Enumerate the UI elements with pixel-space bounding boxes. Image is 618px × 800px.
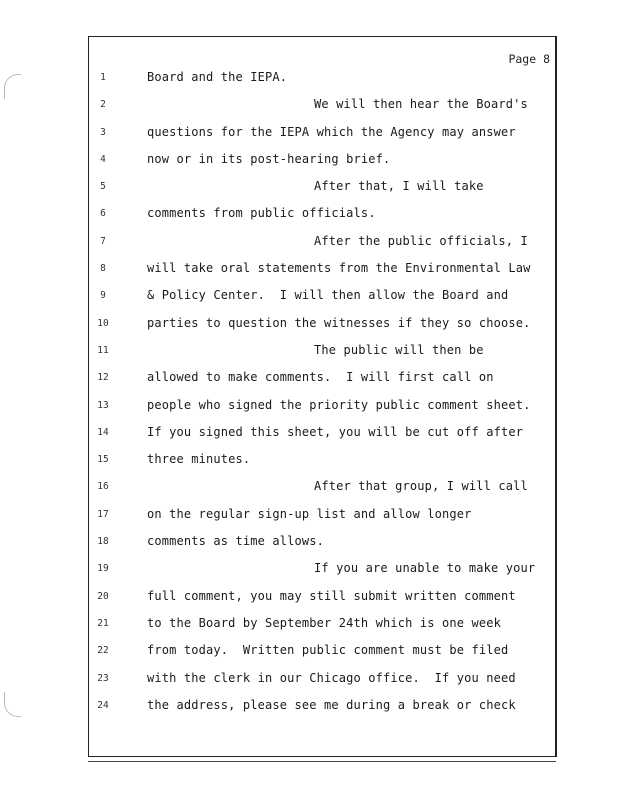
line-text: now or in its post-hearing brief. [147,151,391,166]
transcript-lines [0,68,618,723]
transcript-line [0,314,618,341]
line-text: will take oral statements from the Environmental Law [147,261,531,276]
line-number: 9 [100,290,106,302]
line-text: parties to question the witnesses if they so choose. [147,315,531,330]
line-text: comments from public officials. [147,206,376,221]
transcript-line [0,532,618,559]
line-text: from today. Written public comment must be filed [147,643,509,658]
line-number: 14 [97,426,109,438]
line-number: 13 [97,399,109,411]
line-number: 18 [97,536,109,548]
line-text: full comment, you may still submit written comment [147,588,516,603]
transcript-line [0,641,618,668]
line-text: with the clerk in our Chicago office. If you need [147,670,516,685]
transcript-line [0,423,618,450]
line-number: 1 [100,72,106,83]
line-number: 8 [100,263,106,275]
transcript-line [0,368,618,395]
line-number: 4 [100,153,106,165]
line-number: 19 [97,563,109,575]
line-text: comments as time allows. [147,534,324,549]
transcript-line [0,68,618,95]
line-number: 11 [97,344,109,356]
page-bottom-rule-double [88,761,556,762]
line-number: 17 [97,508,109,520]
line-number: 6 [100,208,106,220]
line-text: After the public officials, I [314,233,528,248]
line-text: to the Board by September 24th which is one week [147,615,501,630]
line-number: 15 [97,454,109,466]
line-text: We will then hear the Board's [314,97,528,112]
transcript-line [0,505,618,532]
transcript-line [0,396,618,423]
transcript-line [0,450,618,477]
line-text: If you are unable to make your [314,561,536,576]
line-number: 23 [97,672,109,684]
page-bottom-rule [88,756,556,757]
transcript-line [0,669,618,696]
transcript-line [0,477,618,504]
line-number: 21 [97,617,109,629]
line-number: 20 [97,590,109,602]
line-text: questions for the IEPA which the Agency may answer [147,124,516,139]
transcript-line [0,286,618,313]
transcript-line [0,232,618,259]
transcript-line [0,95,618,122]
transcript-line [0,696,618,723]
transcript-line [0,259,618,286]
line-text: After that group, I will call [314,479,528,494]
line-number: 2 [100,99,106,111]
line-number: 24 [97,699,109,711]
line-text: the address, please see me during a break or check [147,697,516,712]
transcript-line [0,150,618,177]
transcript-line [0,341,618,368]
line-text: After that, I will take [314,179,484,194]
line-number: 10 [97,317,109,329]
line-text: on the regular sign-up list and allow longer [147,506,472,521]
line-text: If you signed this sheet, you will be cut off after [147,424,524,439]
transcript-line [0,123,618,150]
page-number: Page 8 [508,52,550,66]
line-number: 16 [97,481,109,493]
transcript-line [0,204,618,231]
transcript-line [0,559,618,586]
line-number: 7 [100,235,106,247]
line-text: Board and the IEPA. [147,70,288,84]
line-text: allowed to make comments. I will first call on [147,370,494,385]
line-number: 3 [100,126,106,138]
transcript-line [0,587,618,614]
line-text: three minutes. [147,452,251,467]
line-number: 12 [97,372,109,384]
line-number: 22 [97,645,109,657]
line-text: The public will then be [314,342,484,357]
line-number: 5 [100,181,106,193]
line-text: people who signed the priority public comment sheet. [147,397,531,412]
transcript-line [0,177,618,204]
line-text: & Policy Center. I will then allow the Board and [147,288,509,303]
transcript-line [0,614,618,641]
